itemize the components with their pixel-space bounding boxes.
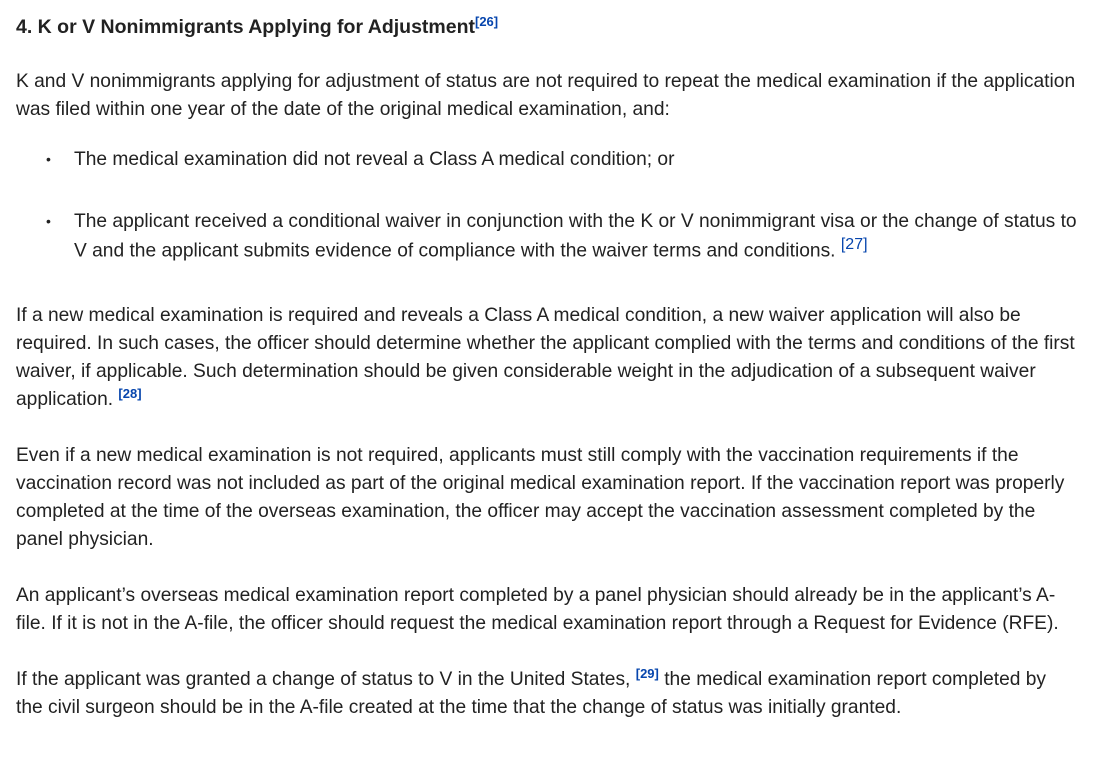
vaccination-paragraph: Even if a new medical examination is not required, applicants must still comply with the vaccination requirements if the vaccination record was not included as part of the original medical examination report. If the vaccination report was properly completed at the time of the overseas examination, the officer may accept the vaccination assessment completed by the panel physician. bbox=[16, 445, 1065, 551]
waiver-paragraph bbox=[16, 302, 1078, 414]
footnote-ref-27 bbox=[841, 236, 868, 253]
footnote-ref-26 bbox=[475, 14, 498, 29]
footnote-link-27[interactable]: [27] bbox=[840, 236, 868, 253]
footnote-ref-29 bbox=[636, 666, 659, 681]
afile-paragraph: An applicant’s overseas medical examination report completed by a panel physician should already be in the applicant’s A-file. If it is not in the A-file, the officer should request the medical examination report through a Request for Evidence (RFE). bbox=[16, 585, 1059, 635]
change-of-status-text-before: If the applicant was granted a change of status to V in the United States, bbox=[16, 669, 631, 691]
list-item bbox=[16, 210, 1078, 262]
list-item-text: The medical examination did not reveal a Class A medical condition; or bbox=[74, 149, 675, 170]
change-of-status-paragraph bbox=[16, 666, 1078, 722]
footnote-link-29[interactable]: [29] bbox=[635, 666, 659, 682]
section-heading bbox=[16, 14, 1078, 40]
list-item-text: The applicant received a conditional waiver in conjunction with the K or V nonimmigrant visa or the change of status to V and the applicant submits evidence of compliance with the waiver terms and conditions. bbox=[74, 211, 1077, 262]
footnote-link-26[interactable]: [26] bbox=[475, 14, 499, 29]
intro-paragraph: K and V nonimmigrants applying for adjustment of status are not required to repeat the medical examination if the application was filed within one year of the date of the original medical examination, and: bbox=[16, 71, 1076, 120]
change-of-status-text-after: the medical examination report completed by the civil surgeon should be in the A-file created at the time that the change of status was initially granted. bbox=[16, 669, 1047, 719]
section-heading-text: 4. K or V Nonimmigrants Applying for Adjustment bbox=[16, 16, 475, 38]
bullet-icon: • bbox=[46, 213, 51, 229]
conditions-list bbox=[16, 148, 1078, 262]
footnote-ref-28 bbox=[118, 386, 141, 401]
footnote-link-28[interactable]: [28] bbox=[118, 386, 142, 402]
waiver-paragraph-text: If a new medical examination is required and reveals a Class A medical condition, a new waiver application will also be required. In such cases, the officer should determine whether the applicant complied with the terms and conditions of the first waiver, if applicable. Such determination should be given considerable weight in the adjudication of a subsequent waiver application. bbox=[16, 305, 1075, 411]
list-item bbox=[16, 148, 1078, 171]
bullet-icon: • bbox=[46, 151, 51, 167]
